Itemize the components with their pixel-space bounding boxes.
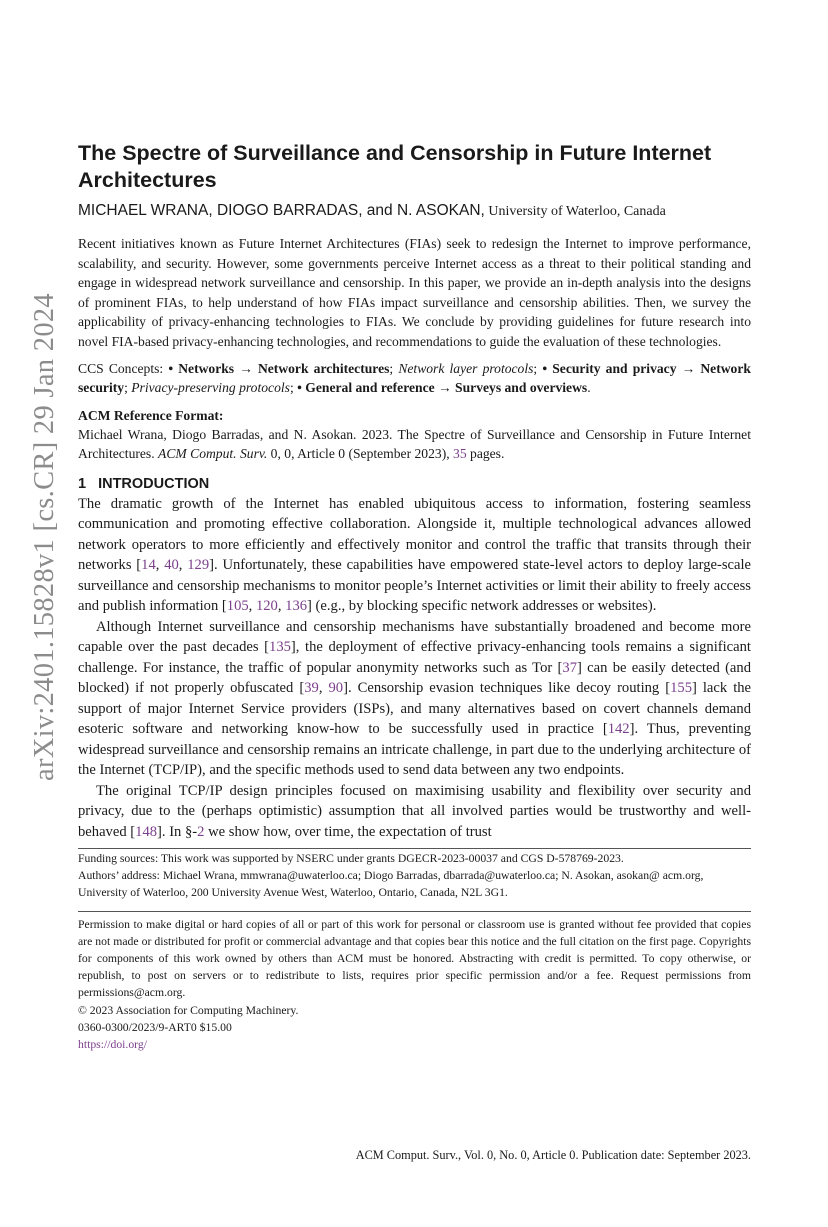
- citation-link[interactable]: 37: [562, 659, 577, 676]
- permission-text: Permission to make digital or hard copies of all or part of this work for personal or classroom use is granted without fee provided that copies are not made or distributed for profit or commercial advantage and that copies bear this notice and the full citation on the first page. Copyrights for components of this work owned by others than ACM must be honored. Abstracting with credit is permitted. To copy otherwise, or republish, to post on servers or to redistribute to lists, requires prior specific permission and/or a fee. Request permissions from permissions@acm.org.: [78, 917, 751, 1000]
- ccs-separator-1: ;: [389, 360, 399, 376]
- paper-title: The Spectre of Surveillance and Censorship in Future Internet Architectures: [78, 141, 712, 192]
- citation-link[interactable]: 155: [670, 680, 692, 697]
- p3-text-1: The original TCP/IP design principles focused on maximising usability and flexibility over security and privacy, due to the (perhaps optimistic) assumption that all involved parties would be trustworthy and well-behaved [: [78, 782, 751, 840]
- citation-link[interactable]: 135: [269, 639, 291, 656]
- author-affiliation: University of Waterloo, Canada: [484, 204, 666, 219]
- ccs-bullet-1: •: [168, 360, 179, 376]
- issn-line: 0360-0300/2023/9-ART0 $15.00: [78, 1020, 232, 1034]
- p2-text-5: ] lack the support of major Internet Service providers (ISPs), and many alternatives based on covert channels demand esoteric software and networking know-how to be successfully used in practice [: [78, 680, 752, 738]
- p1-text-3: ] (e.g., by blocking specific network addresses or websites).: [307, 598, 657, 615]
- citation-link[interactable]: 142: [607, 721, 630, 738]
- ccs-networks: Networks → Network architectures: [178, 360, 390, 376]
- p1-sep-1: ,: [155, 557, 165, 574]
- p3-text-2: ]. In §-: [157, 823, 198, 840]
- ccs-end: .: [587, 380, 591, 396]
- p2-text-1: Although Internet surveillance and censorship mechanisms have substantially broadened and become more capable over the past decades [: [78, 618, 751, 656]
- acm-reference-authors-title: Michael Wrana, Diogo Barradas, and N. Asokan. 2023. The Spectre of Surveillance and Censorship in Future Internet Architectures.: [78, 426, 751, 461]
- section-title: INTRODUCTION: [98, 475, 210, 492]
- ccs-privacy-protocols: Privacy-preserving protocols: [131, 380, 290, 396]
- p2-text-4: ]. Censorship evasion techniques like decoy routing [: [343, 680, 671, 697]
- acm-reference-text: [78, 425, 751, 463]
- acm-reference: [78, 406, 751, 463]
- arxiv-side-stamp: arXiv:2401.15828v1 [cs.CR] 29 Jan 2024: [29, 293, 61, 781]
- abstract: Recent initiatives known as Future Internet Architectures (FIAs) seek to redesign the Internet to improve performance, scalability, and security. However, some governments perceive Internet access as a threat to their political standing and engage in widespread network surveillance and censorship. In this paper, we provide an in-depth analysis into the designs of prominent FIAs, to help understand of how FIAs impact surveillance and censorship abilities. Then, we survey the applicability of privacy-enhancing technologies to FIAs. We conclude by providing guidelines for future research into novel FIA-based privacy-enhancing technologies, and recommendations to guide the evaluation of these technologies.: [78, 236, 751, 349]
- p2-text-3: ] can be easily detected (and blocked) if not properly obfuscated [: [78, 659, 752, 697]
- authors-address-footnote: Authors’ address: Michael Wrana, mmwrana@uwaterloo.ca; Diogo Barradas, dbarrada@uwaterloo.ca; N. Asokan, asokan@ acm.org, University of Waterloo, 200 University Avenue West, Waterloo, Ontario, Canada, N2L 3G1.: [78, 869, 704, 899]
- author-names: MICHAEL WRANA, DIOGO BARRADAS, and N. ASOKAN,: [78, 202, 485, 219]
- ccs-network-layer: Network layer protocols: [398, 360, 534, 376]
- citation-link[interactable]: 136: [285, 598, 308, 615]
- section-number: 1: [78, 475, 87, 492]
- p1-sep-2: ,: [178, 557, 188, 574]
- permission-notice: [78, 916, 751, 1054]
- ccs-bullet-3: •: [297, 380, 306, 396]
- acm-reference-details: 0, 0, Article 0 (September 2023),: [267, 445, 454, 461]
- acm-reference-pages-suffix: pages.: [466, 445, 505, 461]
- acm-reference-heading: ACM Reference Format:: [78, 407, 224, 423]
- acm-reference-journal: ACM Comput. Surv.: [158, 445, 268, 461]
- p2-text-6: ]. Thus, preventing widespread surveillance and censorship remains an intricate challenge, in part due to the underlying architecture of the Internet (TCP/IP), and the specific methods used to send data between any two endpoints.: [78, 721, 751, 779]
- permission-divider: [78, 911, 751, 912]
- citation-link[interactable]: 129: [187, 557, 210, 574]
- intro-paragraph-1: [78, 494, 751, 617]
- p2-sep-1: ,: [318, 680, 329, 697]
- arxiv-side-stamp-container: [20, 242, 70, 832]
- ccs-general: General and reference → Surveys and overviews: [305, 380, 588, 396]
- citation-link[interactable]: 40: [164, 557, 179, 574]
- p2-text-2: ], the deployment of effective privacy-enhancing tools remains a significant challenge. For instance, the traffic of popular anonymity networks such as Tor [: [78, 639, 751, 676]
- ccs-label: CCS Concepts:: [78, 360, 169, 376]
- ccs-bullet-2: •: [542, 360, 553, 376]
- section-heading: [78, 474, 751, 494]
- author-line: [78, 201, 751, 222]
- funding-footnote: Funding sources: This work was supported by NSERC under grants DGECR-2023-00037 and CGS D-578769-2023.: [78, 852, 624, 866]
- citation-link[interactable]: 105: [226, 598, 249, 615]
- footnote-divider: [78, 848, 751, 849]
- p1-sep-3: ,: [248, 598, 256, 615]
- p1-text-1: The dramatic growth of the Internet has enabled ubiquitous access to information, fostering seamless communication and promoting effective collaboration. Alongside it, multiple technological advances allowed network operators to more efficiently and effectively monitor and control the traffic that transits through their networks [: [78, 495, 751, 574]
- section-link[interactable]: 2: [197, 823, 205, 840]
- p1-sep-4: ,: [277, 598, 286, 615]
- citation-link[interactable]: 120: [255, 598, 278, 615]
- citation-link[interactable]: 14: [141, 557, 156, 574]
- ccs-separator-4: ;: [289, 380, 298, 396]
- citation-link[interactable]: 90: [328, 680, 344, 697]
- citation-link[interactable]: 148: [135, 823, 158, 840]
- copyright-line: © 2023 Association for Computing Machinery.: [78, 1003, 299, 1017]
- ccs-concepts: [78, 359, 751, 398]
- intro-paragraph-2: [78, 617, 751, 781]
- page-footer: ACM Comput. Surv., Vol. 0, No. 0, Article 0. Publication date: September 2023.: [355, 1148, 751, 1162]
- paper-first-page: [78, 140, 751, 1053]
- acm-reference-pages-link[interactable]: 35: [453, 445, 467, 461]
- p1-text-2: ]. Unfortunately, these capabilities have empowered state-level actors to deploy large-scale surveillance and censorship mechanisms to monitor people’s Internet activities or limit their ability to freely access and publish information [: [78, 557, 752, 615]
- p3-text-3: we show how, over time, the expectation of trust: [204, 823, 492, 840]
- ccs-security: Security and privacy → Network security: [78, 360, 751, 396]
- ccs-separator-3: ;: [124, 380, 132, 396]
- intro-paragraph-3: [78, 781, 751, 843]
- ccs-separator-2: ;: [533, 360, 543, 376]
- footnotes: [78, 851, 751, 901]
- doi-link[interactable]: https://doi.org/: [78, 1038, 147, 1052]
- citation-link[interactable]: 39: [304, 680, 319, 697]
